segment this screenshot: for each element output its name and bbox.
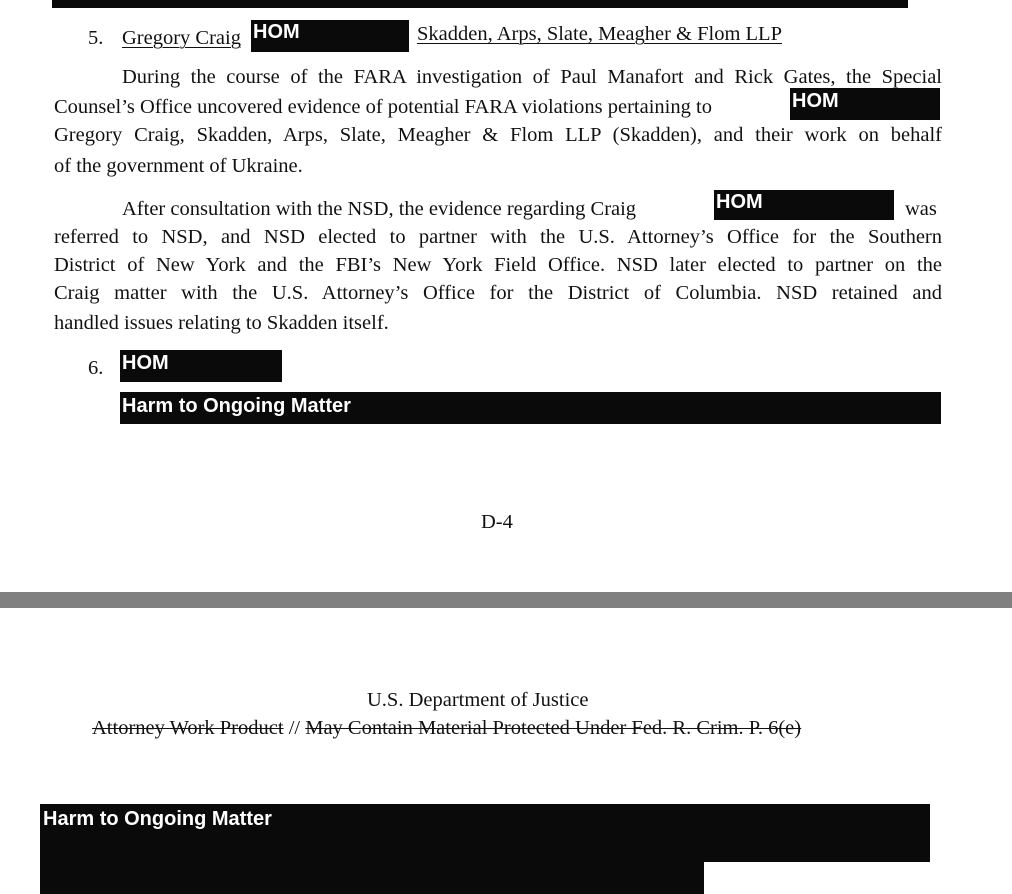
para1-line1: During the course of the FARA investigation of Paul Manafort and Rick Gates, the Special	[122, 66, 942, 88]
para2-redaction-label: HOM	[716, 191, 763, 213]
marking-separator: //	[283, 717, 306, 739]
department-header: U.S. Department of Justice	[367, 689, 589, 711]
para2-line1-end: was	[905, 198, 937, 220]
para1-line2: Counsel’s Office uncovered evidence of potential FARA violations pertaining to	[54, 96, 712, 118]
item-6-redaction	[120, 350, 282, 382]
page2-redaction-label: Harm to Ongoing Matter	[43, 808, 272, 830]
para2-line1-start: After consultation with the NSD, the evidence regarding Craig	[122, 198, 637, 220]
item-6-redaction-block-label: Harm to Ongoing Matter	[122, 395, 351, 417]
page-divider	[0, 592, 1012, 608]
marking-work-product: Attorney Work Product	[92, 717, 284, 739]
marking-grand-jury: May Contain Material Protected Under Fed. R. Crim. P. 6(e)	[305, 717, 802, 739]
item-5-redaction	[251, 20, 409, 52]
item-5-firm: Skadden, Arps, Slate, Meagher & Flom LLP	[417, 23, 782, 45]
para2-redaction	[714, 190, 894, 220]
item-5-redaction-label: HOM	[253, 21, 300, 43]
para1-line4: of the government of Ukraine.	[54, 155, 303, 177]
para1-redaction	[790, 88, 940, 120]
para2-line3: District of New York and the FBI’s New York Field Office. NSD later elected to partner on the	[54, 254, 942, 276]
para1-redaction-label: HOM	[792, 90, 839, 112]
top-redaction-bar	[52, 0, 908, 8]
item-6-redaction-label: HOM	[122, 352, 169, 374]
page2-redaction-block-lower	[40, 860, 704, 894]
page-number: D-4	[481, 511, 513, 533]
item-5-number: 5.	[88, 27, 104, 49]
item-6-redaction-block	[120, 392, 941, 424]
page2-redaction-block	[40, 804, 930, 862]
para1-line3: Gregory Craig, Skadden, Arps, Slate, Meagher & Flom LLP (Skadden), and their work on behalf	[54, 124, 942, 146]
para2-line2: referred to NSD, and NSD elected to partner with the U.S. Attorney’s Office for the Southern	[54, 226, 942, 248]
para2-line5: handled issues relating to Skadden itself.	[54, 312, 389, 334]
classification-marking	[92, 714, 801, 742]
item-5-name: Gregory Craig	[122, 27, 241, 49]
item-6-number: 6.	[88, 357, 104, 379]
para2-line4: Craig matter with the U.S. Attorney’s Office for the District of Columbia. NSD retained and	[54, 282, 942, 304]
